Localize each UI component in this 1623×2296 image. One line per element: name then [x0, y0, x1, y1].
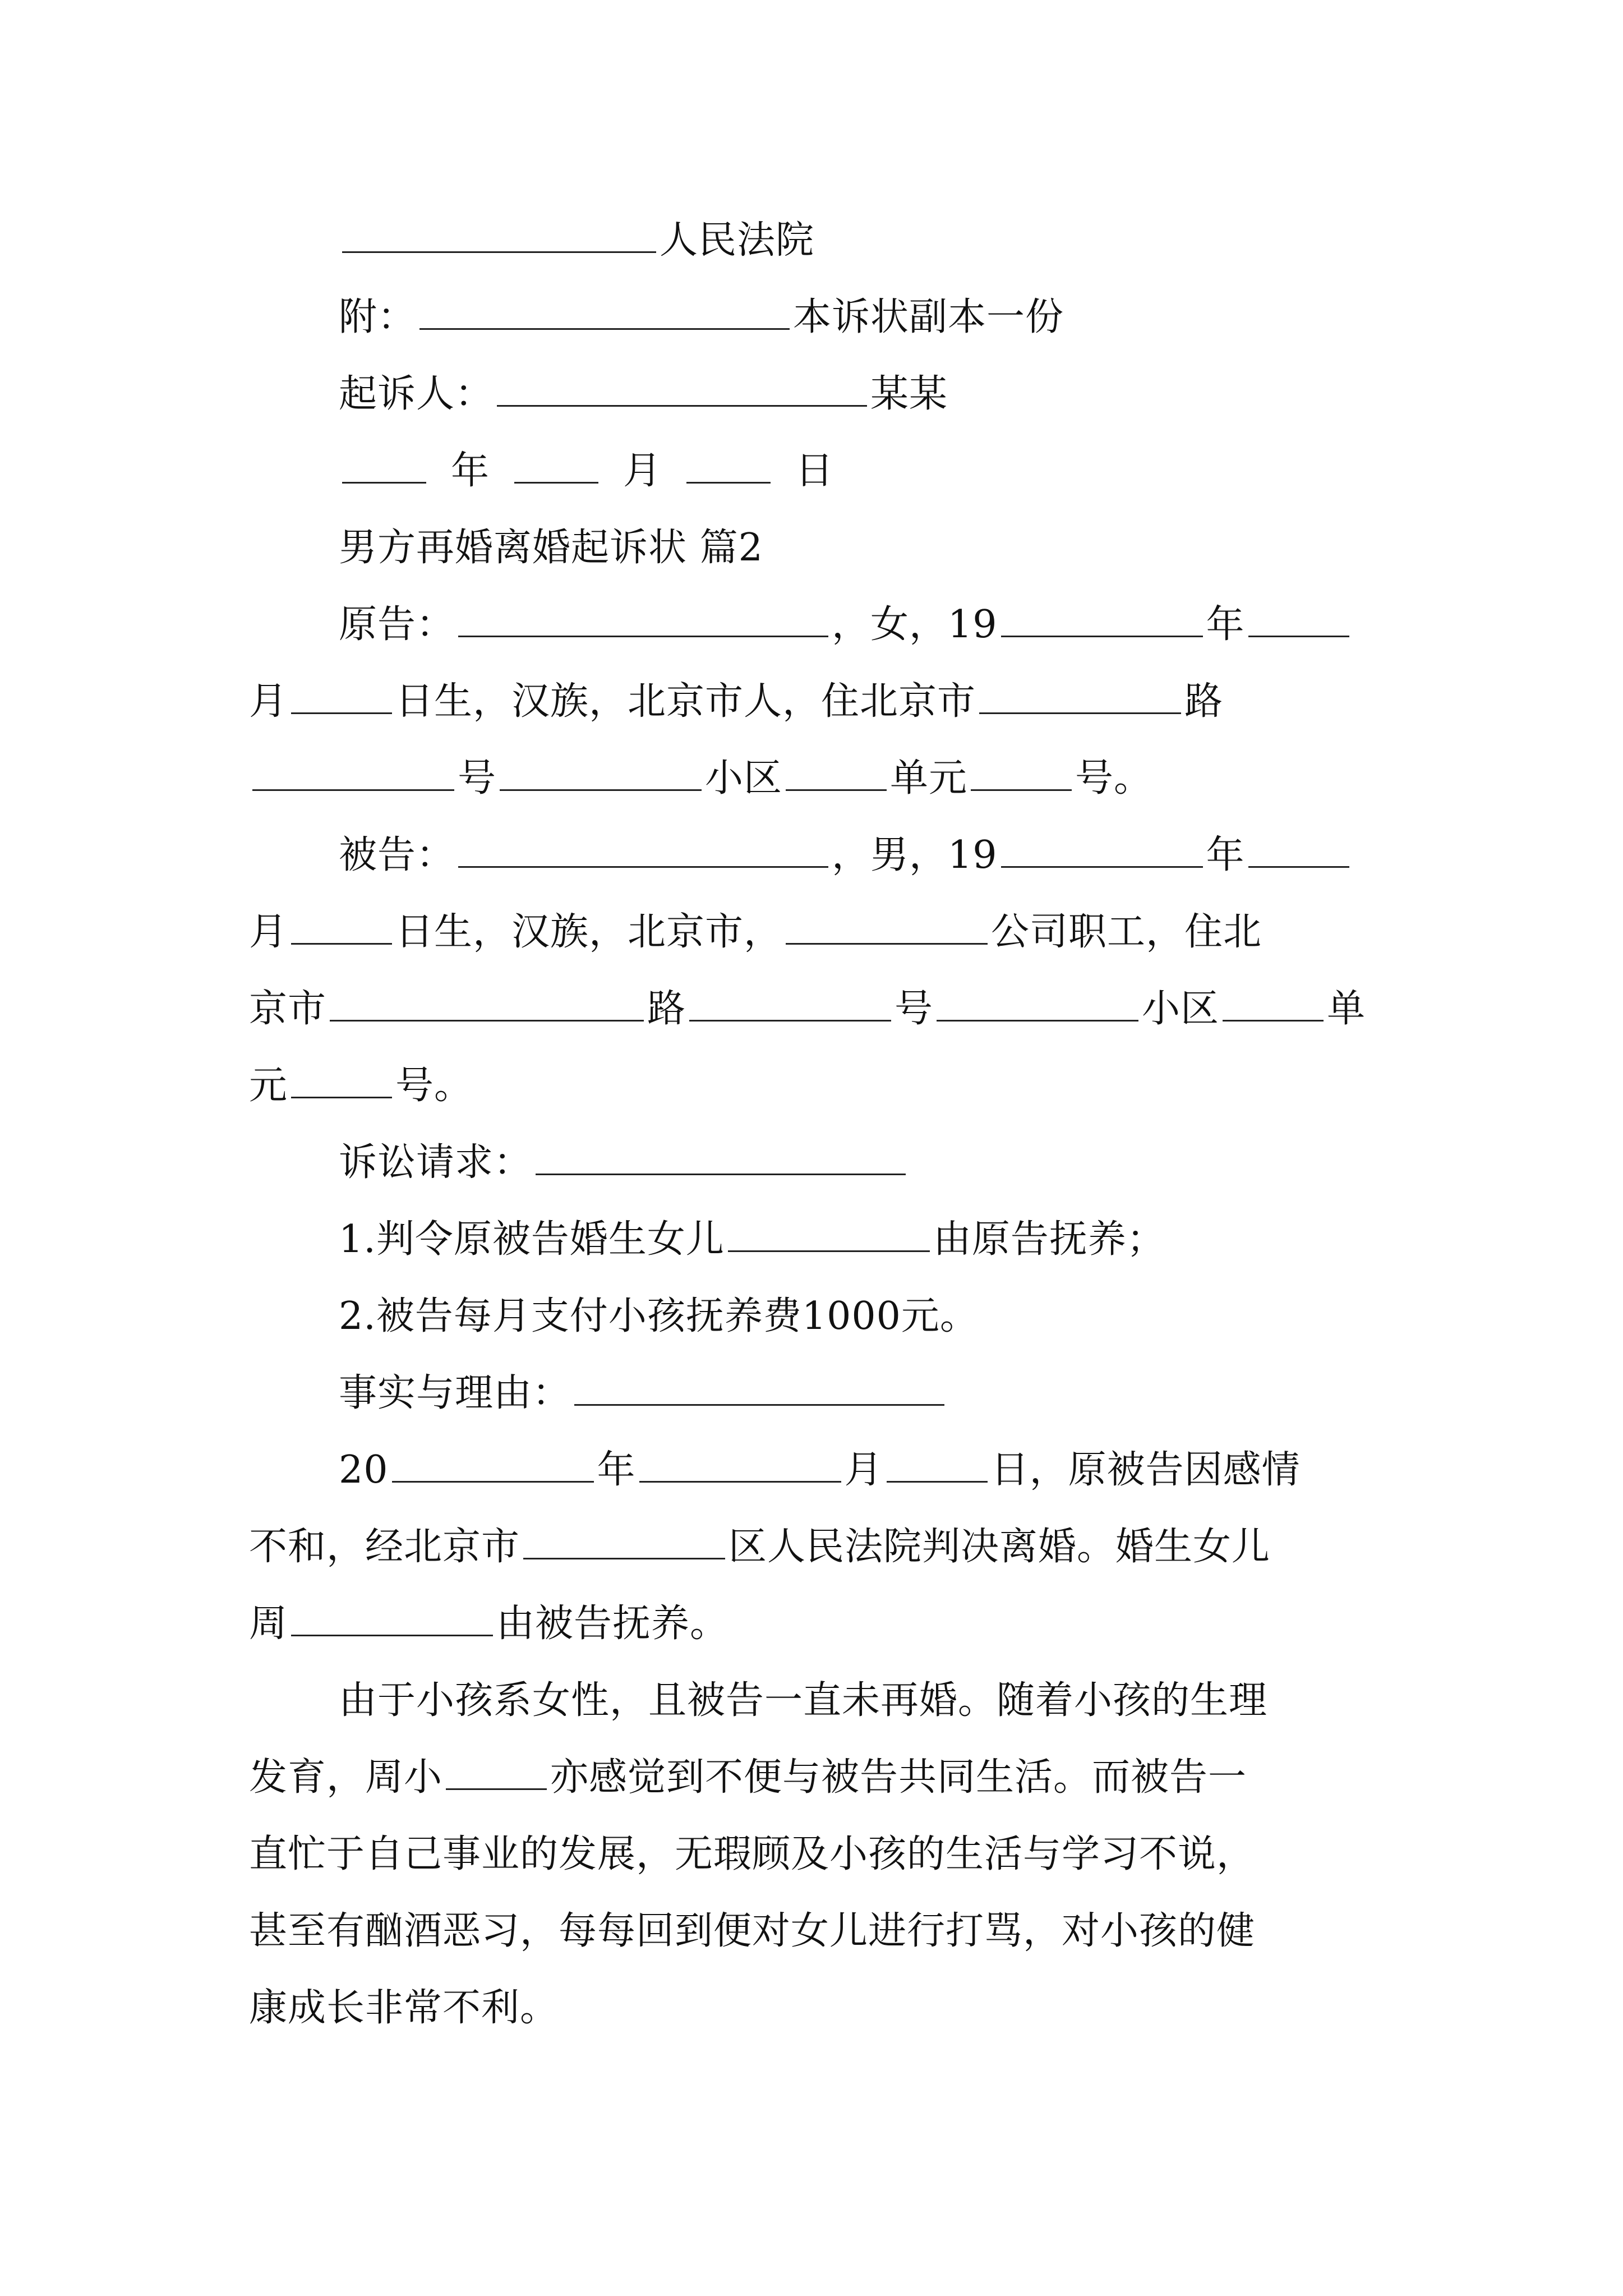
- defendant-room-blank[interactable]: [291, 1063, 392, 1098]
- claims-blank[interactable]: [536, 1140, 906, 1175]
- paragraph-line-2-text: 发育，周小: [249, 1755, 443, 1800]
- plaintiff-line-3: [249, 740, 1387, 817]
- plaintiff-label: 原告：: [339, 602, 455, 647]
- defendant-road-label: 路: [647, 987, 686, 1031]
- plaintiff-community-blank[interactable]: [500, 756, 702, 791]
- claim-1-text-end: 由原告抚养；: [933, 1217, 1165, 1262]
- defendant-company-blank[interactable]: [786, 909, 988, 945]
- defendant-line-4: [249, 1047, 1387, 1124]
- paragraph-line-2: [249, 1739, 1387, 1816]
- defendant-unit-blank[interactable]: [1223, 986, 1324, 1022]
- paragraph-line-3: [249, 1816, 1387, 1893]
- claim-1-blank[interactable]: [728, 1217, 930, 1252]
- plaintiff-unit-label: 单元: [890, 756, 968, 800]
- paragraph-line-1-text: 由于小孩系女性，且被告一直未再婚。随着小孩的生理: [339, 1678, 1268, 1723]
- plaintiff-year-label: 年: [1206, 602, 1245, 647]
- defendant-line-1: [249, 817, 1387, 894]
- daughter-name-blank[interactable]: [291, 1601, 493, 1636]
- defendant-year-label: 年: [1206, 833, 1245, 877]
- child-name-blank[interactable]: [446, 1755, 547, 1790]
- defendant-unit-label: 单: [1327, 987, 1366, 1031]
- facts-year-blank[interactable]: [392, 1447, 594, 1483]
- defendant-month-label: 月: [249, 910, 288, 954]
- plaintiff-gender-text: ，女，19: [832, 602, 998, 647]
- paragraph-line-4-text: 甚至有酗酒恶习，每每回到便对女儿进行打骂，对小孩的健: [249, 1909, 1256, 1953]
- defendant-road-blank[interactable]: [330, 986, 644, 1022]
- year-blank[interactable]: [342, 448, 426, 484]
- defendant-gender-text: ，男，19: [832, 833, 998, 877]
- facts-blank[interactable]: [574, 1370, 944, 1406]
- defendant-line-3: [249, 970, 1387, 1047]
- plaintiff-number-label: 号: [458, 756, 497, 800]
- court-line: [249, 202, 1387, 279]
- plaintiff-room-label: 号。: [1075, 756, 1153, 800]
- facts-line-2-text-end: 区人民法院判决离婚。婚生女儿: [728, 1525, 1271, 1569]
- paragraph-line-1: [249, 1662, 1387, 1739]
- facts-month-label: 月: [844, 1448, 883, 1492]
- defendant-birth-day-blank[interactable]: [291, 909, 392, 945]
- paragraph-line-4: [249, 1893, 1387, 1970]
- plaintiff-community-label: 小区: [705, 756, 783, 800]
- defendant-line-2: [249, 894, 1387, 970]
- plaintiff-birth-month-blank[interactable]: [1248, 602, 1349, 637]
- facts-day-blank[interactable]: [887, 1447, 988, 1483]
- facts-line-1: [249, 1432, 1387, 1508]
- plaintiff-signature-label: 起诉人：: [339, 372, 494, 416]
- facts-heading: [249, 1355, 1387, 1432]
- section-title: [249, 509, 1387, 586]
- defendant-community-label: 小区: [1142, 987, 1220, 1031]
- attachment-text: 本诉状副本一份: [793, 295, 1064, 339]
- paragraph-line-3-text: 直忙于自己事业的发展，无瑕顾及小孩的生活与学习不说，: [249, 1832, 1256, 1876]
- plaintiff-month-label: 月: [249, 679, 288, 724]
- defendant-label: 被告：: [339, 833, 455, 877]
- plaintiff-signature-name: 某某: [870, 372, 948, 416]
- claims-label: 诉讼请求：: [339, 1140, 533, 1185]
- attachment-blank[interactable]: [419, 295, 790, 330]
- facts-line-2-text: 不和，经北京市: [249, 1525, 520, 1569]
- facts-year-label: 年: [597, 1448, 636, 1492]
- court-name-blank[interactable]: [342, 218, 656, 253]
- claim-1: [249, 1201, 1387, 1278]
- plaintiff-number-blank[interactable]: [252, 756, 454, 791]
- plaintiff-room-blank[interactable]: [971, 756, 1072, 791]
- facts-line-1-text: 日，原被告因感情: [990, 1448, 1301, 1492]
- day-label: 日: [795, 449, 834, 493]
- plaintiff-signature-line: [249, 356, 1387, 432]
- claim-2: [249, 1278, 1387, 1355]
- attachment-label: 附：: [339, 295, 417, 339]
- claim-1-text: 1.判令原被告婚生女儿: [339, 1217, 725, 1262]
- plaintiff-road-label: 路: [1184, 679, 1224, 724]
- document-body: [249, 202, 1387, 2046]
- attachment-line: [249, 279, 1387, 356]
- paragraph-line-5: [249, 1970, 1387, 2046]
- defendant-community-blank[interactable]: [937, 986, 1138, 1022]
- facts-line-3-text-end: 由被告抚养。: [496, 1602, 729, 1646]
- defendant-number-blank[interactable]: [689, 986, 891, 1022]
- plaintiff-birth-day-blank[interactable]: [291, 679, 392, 714]
- day-blank[interactable]: [686, 448, 771, 484]
- facts-district-blank[interactable]: [523, 1524, 725, 1559]
- plaintiff-road-blank[interactable]: [979, 679, 1181, 714]
- defendant-birth-month-blank[interactable]: [1248, 832, 1349, 868]
- paragraph-line-2-text-end: 亦感觉到不便与被告共同生活。而被告一: [550, 1755, 1247, 1800]
- court-label: 人民法院: [660, 218, 815, 263]
- defendant-number-label: 号: [895, 987, 934, 1031]
- facts-label: 事实与理由：: [339, 1371, 571, 1415]
- plaintiff-info-text: 日生，汉族，北京市人，住北京市: [395, 679, 976, 724]
- plaintiff-birth-year-blank[interactable]: [1001, 602, 1203, 637]
- defendant-info-text: 日生，汉族，北京市，: [395, 910, 783, 954]
- facts-month-blank[interactable]: [639, 1447, 841, 1483]
- claims-heading: [249, 1124, 1387, 1201]
- paragraph-line-5-text: 康成长非常不利。: [249, 1986, 559, 2030]
- year-label: 年: [451, 449, 490, 493]
- month-blank[interactable]: [514, 448, 598, 484]
- defendant-room-label: 号。: [395, 1064, 473, 1108]
- plaintiff-line-2: [249, 663, 1387, 740]
- defendant-company-text: 公司职工，住北: [991, 910, 1262, 954]
- plaintiff-name-blank[interactable]: [458, 602, 828, 637]
- facts-year-prefix: 20: [339, 1448, 389, 1492]
- defendant-birth-year-blank[interactable]: [1001, 832, 1203, 868]
- facts-line-3-text: 周: [249, 1602, 288, 1646]
- date-line: [249, 432, 1387, 509]
- facts-line-2: [249, 1508, 1387, 1585]
- defendant-name-blank[interactable]: [458, 832, 828, 868]
- plaintiff-line-1: [249, 586, 1387, 663]
- plaintiff-signature-blank[interactable]: [497, 371, 867, 407]
- section-title-text: 男方再婚离婚起诉状 篇2: [339, 526, 763, 570]
- defendant-unit-label-cont: 元: [249, 1064, 288, 1108]
- plaintiff-unit-blank[interactable]: [786, 756, 887, 791]
- defendant-city-label: 京市: [249, 987, 327, 1031]
- claim-2-text: 2.被告每月支付小孩抚养费1000元。: [339, 1294, 979, 1338]
- facts-line-3: [249, 1585, 1387, 1662]
- month-label: 月: [623, 449, 662, 493]
